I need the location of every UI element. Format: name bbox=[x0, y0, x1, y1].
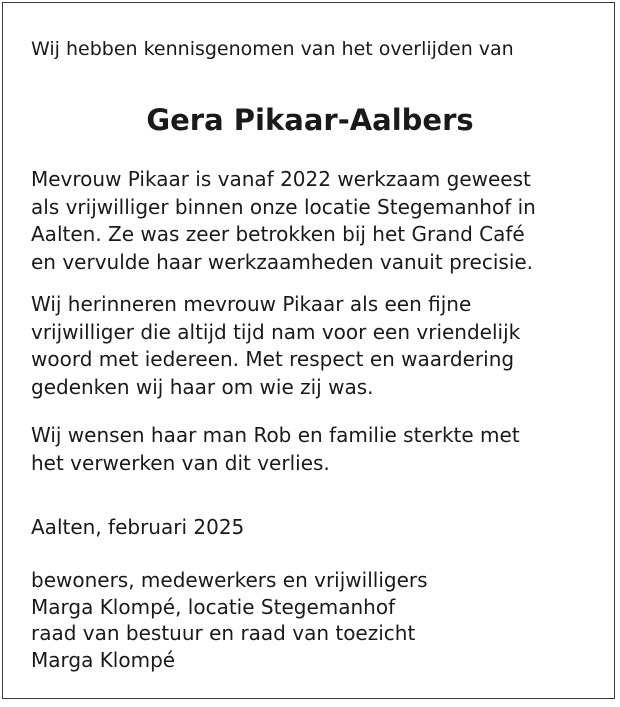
intro-text: Wij hebben kennisgenomen van het overlijden van bbox=[31, 38, 514, 60]
paragraph-line: Wij herinneren mevrouw Pikaar als een fijne bbox=[31, 292, 472, 316]
paragraph-line: als vrijwilliger binnen onze locatie Stegemanhof in bbox=[31, 194, 536, 219]
paragraph-line: vrijwilliger die altijd tijd nam voor een vriendelijk bbox=[31, 319, 521, 344]
place-and-date bbox=[31, 514, 244, 542]
paragraph-line: en vervulde haar werkzaamheden vanuit precisie. bbox=[31, 249, 534, 274]
paragraph-condolences bbox=[31, 422, 520, 477]
signature-block bbox=[31, 567, 428, 673]
paragraph-volunteer-work bbox=[31, 166, 536, 276]
paragraph-line: het verwerken van dit verlies. bbox=[31, 450, 330, 475]
paragraph-line: Aalten. Ze was zeer betrokken bij het Grand Café bbox=[31, 222, 525, 246]
paragraph-line: gedenken wij haar om wie zij was. bbox=[31, 374, 374, 399]
signature-line: Marga Klompé bbox=[31, 647, 176, 672]
paragraph-remembrance bbox=[31, 291, 520, 401]
place-date-line: Aalten, februari 2025 bbox=[31, 515, 245, 539]
paragraph-line: Mevrouw Pikaar is vanaf 2022 werkzaam geweest bbox=[31, 167, 531, 191]
paragraph-line: Wij wensen haar man Rob en familie sterkte met bbox=[31, 423, 520, 447]
paragraph-line: woord met iedereen. Met respect en waardering bbox=[31, 347, 515, 371]
deceased-name: Gera Pikaar-Aalbers bbox=[146, 103, 474, 137]
signature-line: raad van bestuur en raad van toezicht bbox=[31, 621, 416, 645]
signature-line: Marga Klompé, locatie Stegemanhof bbox=[31, 594, 396, 619]
signature-line: bewoners, medewerkers en vrijwilligers bbox=[31, 568, 428, 592]
